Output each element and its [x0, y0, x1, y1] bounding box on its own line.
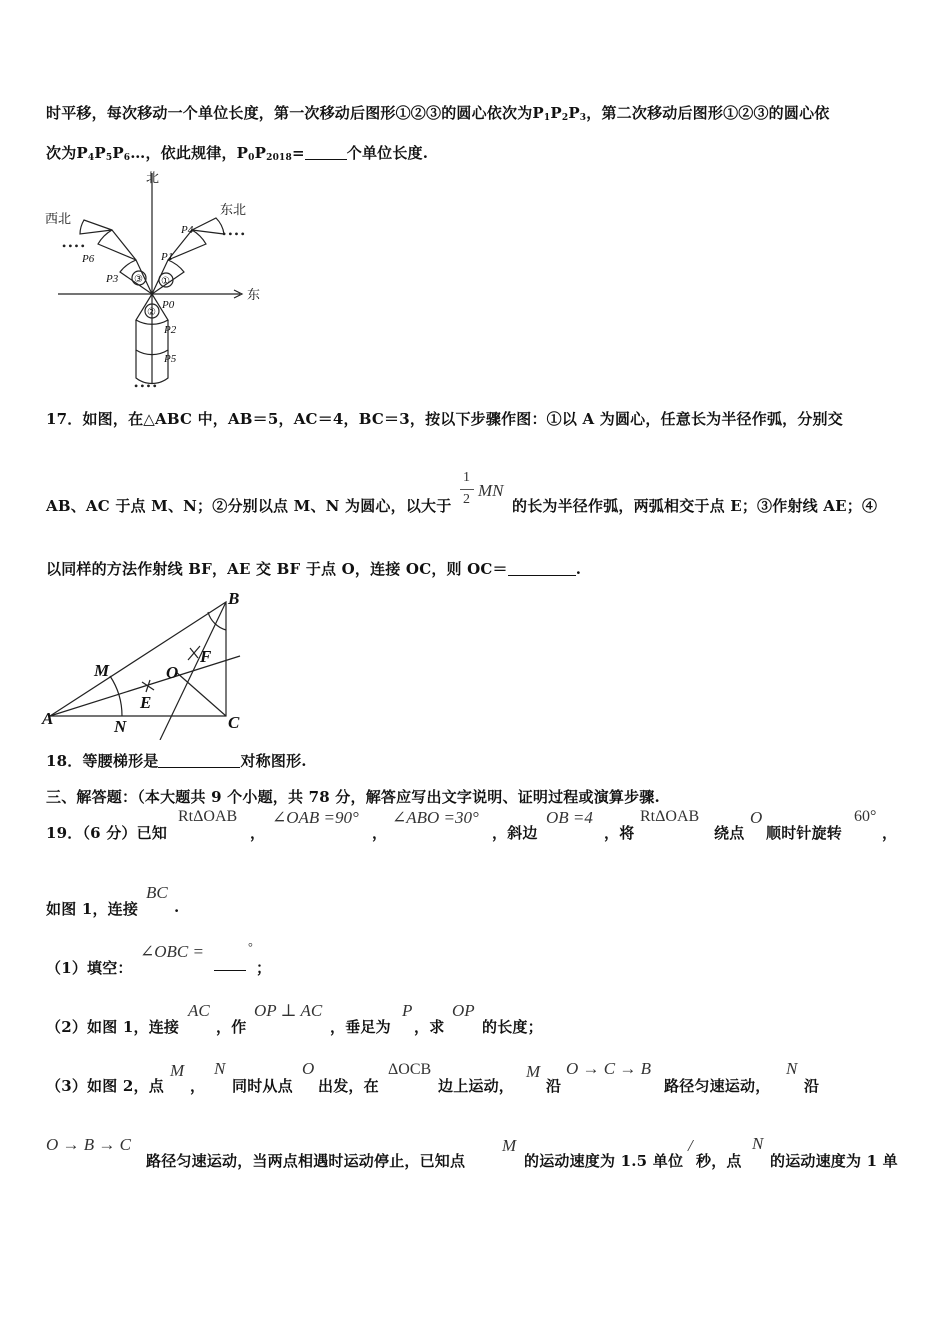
- q19-p2-m1: AC: [188, 1001, 210, 1020]
- triangle-figure: [40, 584, 260, 740]
- q19-p2-e: 的长度；: [482, 1018, 543, 1036]
- q19-line2-m: BC: [146, 883, 168, 902]
- section-3-heading: 三、解答题：（本大题共 9 个小题，共 78 分，解答应写出文字说明、证明过程或演算步骤.: [46, 788, 660, 806]
- q19-line2-b: .: [174, 898, 180, 916]
- q16-text: …，依此规律，P: [130, 144, 249, 162]
- compass-figure: [40, 168, 280, 393]
- q19-t3: ，: [372, 824, 388, 842]
- p4-label: P4: [181, 224, 194, 236]
- vertex-a-label: A: [42, 709, 54, 728]
- q19-p1-a: （1）填空：: [46, 959, 133, 977]
- q19-p4-d: 的运动速度为 1 单: [770, 1152, 898, 1170]
- q19-p3-h: 沿: [804, 1077, 820, 1095]
- q19-p3-m4: ΔOCB: [388, 1061, 432, 1078]
- northeast-label: 东北: [220, 202, 247, 217]
- sub: 3: [579, 113, 587, 123]
- frac-var: MN: [478, 481, 504, 500]
- point-o-label: O: [166, 663, 179, 682]
- sub: 6: [123, 153, 131, 163]
- q19-p3-m5: M: [526, 1062, 541, 1081]
- q16-text: P: [112, 144, 124, 162]
- q16-text: P: [94, 144, 106, 162]
- p3-label: P3: [106, 273, 119, 285]
- q19-t8: ，: [882, 824, 898, 842]
- q17-line-3: [46, 558, 581, 579]
- q17-line-2a: AB、AC 于点 M、N；②分别以点 M、N 为圆心，以大于: [46, 497, 452, 515]
- point-m-label: M: [94, 661, 110, 680]
- q19-p1-deg: °: [248, 940, 253, 954]
- mark-f-2: [188, 646, 200, 660]
- q19-p3-m2: N: [214, 1059, 226, 1078]
- q19-p4-m4: N: [752, 1134, 764, 1153]
- q17-text: .: [575, 560, 582, 578]
- vertex-c-label: C: [228, 713, 240, 732]
- q19-p3-m7: N: [786, 1059, 798, 1078]
- sub: 4: [87, 153, 95, 163]
- q19-p3-m6: O → C → B: [566, 1059, 651, 1078]
- p6-label: P6: [82, 253, 95, 265]
- q19-p4-a: 路径匀速运动，当两点相遇时运动停止，已知点: [146, 1152, 466, 1170]
- q19-t5: ，将: [604, 824, 635, 842]
- q19-p1-b: ；: [256, 959, 272, 977]
- q18-text: 对称图形.: [240, 752, 307, 770]
- q16-text: ，第二次移动后图形①②③的圆心依: [586, 104, 830, 122]
- q19-p2-m4: OP: [452, 1001, 475, 1020]
- q19-p2-b: ，作: [216, 1018, 247, 1036]
- q19-t1: 19．（6 分）已知: [46, 824, 168, 842]
- q17-line-1: 17．如图，在△ABC 中，AB＝5，AC＝4，BC＝3，按以下步骤作图：①以 A 为圆心，任意长为半径作弧，分别交: [46, 410, 843, 428]
- q17-line-2b: 的长为半径作弧，两弧相交于点 E；③作射线 AE；④: [512, 497, 878, 515]
- p0-label: P0: [162, 299, 175, 311]
- sector-9: [80, 220, 112, 234]
- east-label: 东: [247, 287, 261, 302]
- p5-label: P5: [164, 353, 177, 365]
- frac-den: 2: [463, 492, 470, 507]
- q19-m4: OB =4: [546, 808, 593, 827]
- q19-p3-d: 出发，在: [318, 1077, 379, 1095]
- q19-m1: RtΔOAB: [178, 808, 238, 825]
- q19-p4-m3: /: [688, 1136, 693, 1155]
- c2-label: ②: [147, 307, 156, 318]
- q19-p4-b: 的运动速度为 1.5 单位: [524, 1152, 684, 1170]
- q16-text: 个单位长度.: [346, 144, 429, 162]
- q19-p1-m: ∠OBC =: [140, 942, 204, 961]
- q19-m7: 60°: [854, 808, 877, 825]
- q19-p2-m3: P: [402, 1001, 413, 1020]
- sub: 0: [248, 153, 255, 163]
- q19-p3-a: （3）如图 2，点: [46, 1077, 164, 1095]
- answer-blank[interactable]: [158, 753, 240, 768]
- q16-text: P: [550, 104, 562, 122]
- answer-blank[interactable]: [508, 561, 576, 576]
- q19-p3-e: 边上运动，: [438, 1077, 515, 1095]
- q17-text: 以同样的方法作射线 BF，AE 交 BF 于点 O，连接 OC，则 OC＝: [46, 560, 508, 578]
- q19-line2-a: 如图 1，连接: [46, 900, 139, 918]
- sector-7: [192, 218, 224, 234]
- q19-p3-f: 沿: [546, 1077, 562, 1095]
- q19-t4: ，斜边: [492, 824, 538, 842]
- svg-text:••••: ••••: [222, 227, 247, 241]
- point-n-label: N: [114, 717, 127, 736]
- frac-num: 1: [463, 470, 470, 485]
- q16-text: 次为P: [46, 144, 88, 162]
- north-label: 北: [146, 170, 160, 185]
- svg-text:••••: ••••: [134, 379, 159, 393]
- q19-p3-m1: M: [170, 1061, 185, 1080]
- q19-p4-m2: M: [502, 1136, 517, 1155]
- q16-text: P: [254, 144, 267, 162]
- vertex-b-label: B: [228, 589, 240, 608]
- q19-p2-m2: OP ⊥ AC: [254, 1001, 323, 1020]
- q19-p3-g: 路径匀速运动，: [664, 1077, 771, 1095]
- c3-label: ③: [134, 274, 143, 285]
- segment-oc: [176, 672, 226, 716]
- q19-p3-b: ，: [190, 1077, 206, 1095]
- svg-text:••••: ••••: [62, 239, 87, 253]
- northwest-label: 西北: [45, 211, 72, 226]
- p1-label: P1: [161, 251, 174, 263]
- q19-t6: 绕点: [714, 824, 745, 842]
- q19-p4-m1: O → B → C: [46, 1135, 131, 1154]
- q16-text: 时平移，每次移动一个单位长度，第一次移动后图形①②③的圆心依次为P: [46, 104, 544, 122]
- q16-text: P: [568, 104, 580, 122]
- q16-text: =: [291, 144, 305, 162]
- q16-line-2: [46, 142, 428, 163]
- q16-line-1: [46, 102, 829, 123]
- q19-p2-a: （2）如图 1，连接: [46, 1018, 180, 1036]
- q19-t2: ，: [250, 824, 266, 842]
- sector-6: [98, 230, 136, 260]
- answer-blank[interactable]: [305, 145, 347, 160]
- answer-blank[interactable]: [214, 970, 246, 971]
- point-e-label: E: [140, 693, 152, 712]
- q19-p3-c: 同时从点: [232, 1077, 293, 1095]
- point-f-label: F: [200, 647, 212, 666]
- p2-label: P2: [164, 324, 177, 336]
- q19-p2-d: ，求: [414, 1018, 445, 1036]
- q19-p4-c: 秒，点: [696, 1152, 742, 1170]
- q19-m5: RtΔOAB: [640, 808, 700, 825]
- sub: 2: [561, 113, 569, 123]
- sub: 5: [105, 153, 113, 163]
- c1-label: ①: [161, 276, 170, 287]
- q18-text: 18．等腰梯形是: [46, 752, 159, 770]
- q19-m3: ∠ABO =30°: [392, 808, 479, 827]
- frac-bar: [460, 489, 474, 490]
- q19-p2-c: ，垂足为: [330, 1018, 391, 1036]
- q19-t7: 顺时针旋转: [766, 824, 843, 842]
- q19-m6: O: [750, 808, 763, 827]
- sub: 2018: [266, 153, 292, 163]
- sub: 1: [543, 113, 551, 123]
- q18-line: [46, 750, 307, 771]
- q19-m2: ∠OAB =90°: [272, 808, 359, 827]
- q19-p3-m3: O: [302, 1059, 315, 1078]
